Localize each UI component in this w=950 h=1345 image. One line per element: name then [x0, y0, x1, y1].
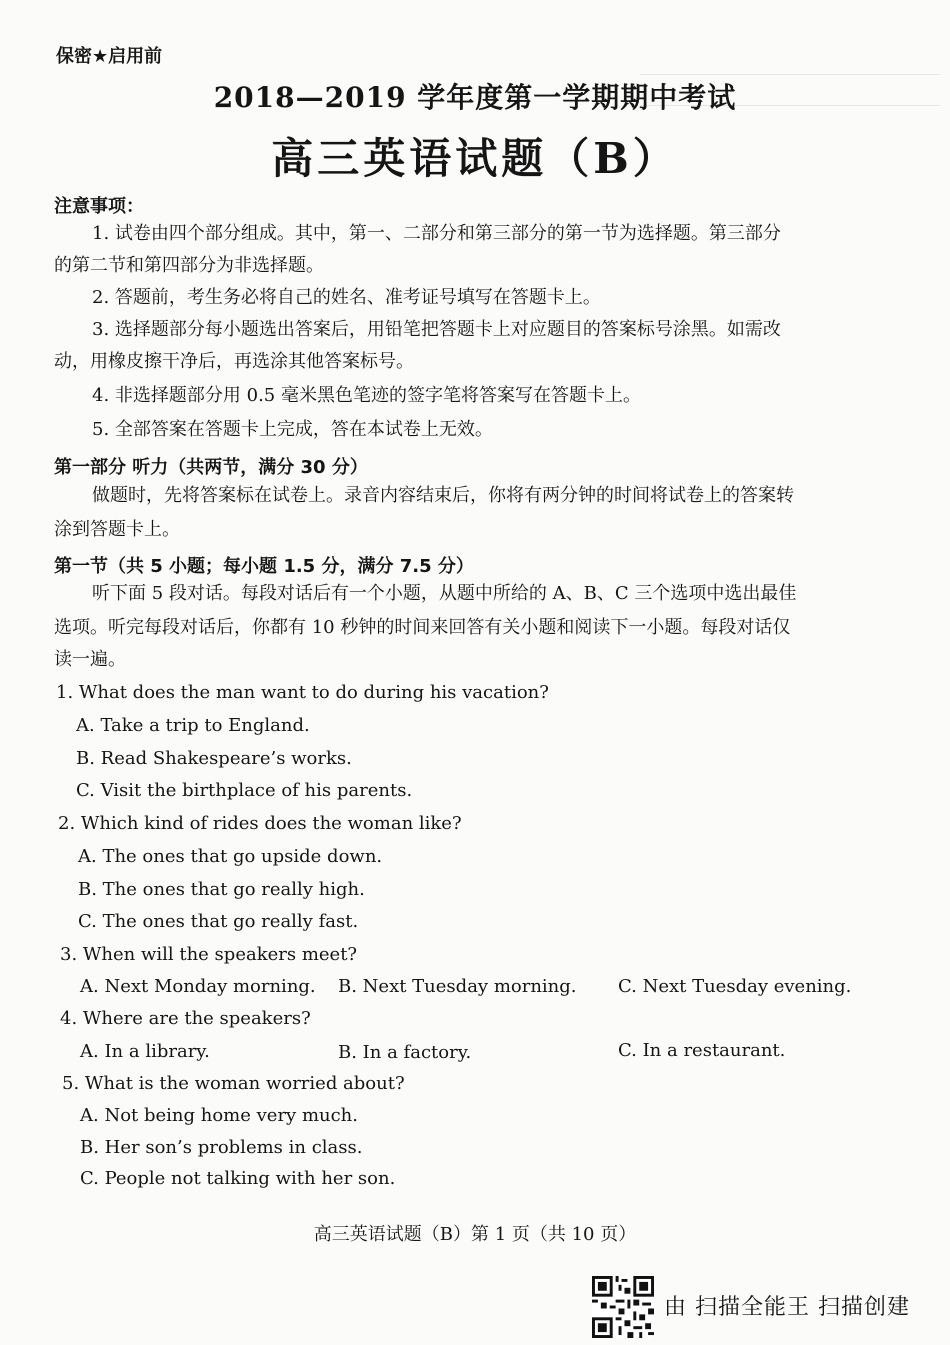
part1-intro-cont: 涂到答题卡上。 [54, 519, 180, 540]
paper-title: 高三英语试题（B） [271, 134, 679, 183]
section1-heading: 第一节（共 5 小题；每小题 1.5 分，满分 7.5 分） [54, 556, 474, 577]
question-3-stem: 3. When will the speakers meet? [60, 944, 358, 965]
question-1-option-c: C. Visit the birthplace of his parents. [76, 780, 413, 801]
question-2-option-b: B. The ones that go really high. [78, 879, 365, 900]
question-1-option-b: B. Read Shakespeare’s works. [76, 748, 352, 769]
notice-item-5: 5. 全部答案在答题卡上完成，答在本试卷上无效。 [92, 419, 493, 440]
confidential-label: 保密★启用前 [56, 46, 163, 67]
part1-intro: 做题时，先将答案标在试卷上。录音内容结束后，你将有两分钟的时间将试卷上的答案转 [92, 485, 794, 506]
part1-heading: 第一部分 听力（共两节，满分 30 分） [54, 457, 368, 478]
question-5-option-b: B. Her son’s problems in class. [80, 1137, 363, 1158]
question-4-option-b: B. In a factory. [338, 1042, 472, 1063]
section1-instructions-end: 读一遍。 [54, 649, 126, 670]
notice-item-3: 3. 选择题部分每小题选出答案后，用铅笔把答题卡上对应题目的答案标号涂黑。如需改 [92, 319, 781, 340]
section1-instructions: 听下面 5 段对话。每段对话后有一个小题，从题中所给的 A、B、C 三个选项中选出最佳 [92, 583, 797, 604]
question-5-option-c: C. People not talking with her son. [80, 1168, 396, 1189]
question-4-option-a: A. In a library. [80, 1041, 210, 1062]
question-3-option-a: A. Next Monday morning. [80, 976, 316, 997]
question-3-option-b: B. Next Tuesday morning. [338, 976, 577, 997]
qr-code-icon [592, 1276, 654, 1338]
section1-instructions-cont: 选项。听完每段对话后，你都有 10 秒钟的时间来回答有关小题和阅读下一小题。每段对话仅 [54, 617, 791, 638]
notice-item-3-cont: 动，用橡皮擦干净后，再选涂其他答案标号。 [54, 351, 414, 372]
question-1-stem: 1. What does the man want to do during his vacation? [56, 682, 549, 703]
notice-item-1: 1. 试卷由四个部分组成。其中，第一、二部分和第三部分的第一节为选择题。第三部分 [92, 223, 781, 244]
question-4-stem: 4. Where are the speakers? [60, 1008, 311, 1029]
page-footer: 高三英语试题（B）第 1 页（共 10 页） [313, 1224, 637, 1245]
question-2-option-a: A. The ones that go upside down. [78, 846, 383, 867]
question-2-stem: 2. Which kind of rides does the woman like? [58, 813, 462, 834]
question-5-option-a: A. Not being home very much. [80, 1105, 358, 1126]
notice-item-4: 4. 非选择题部分用 0.5 毫米黑色笔迹的签字笔将答案写在答题卡上。 [92, 385, 641, 406]
question-3-option-c: C. Next Tuesday evening. [618, 976, 852, 997]
notice-heading: 注意事项： [54, 196, 144, 217]
question-5-stem: 5. What is the woman worried about? [62, 1073, 405, 1094]
notice-item-2: 2. 答题前，考生务必将自己的姓名、准考证号填写在答题卡上。 [92, 287, 601, 308]
notice-item-1-cont: 的第二节和第四部分为非选择题。 [54, 255, 324, 276]
question-2-option-c: C. The ones that go really fast. [78, 911, 359, 932]
exam-title: 2018—2019 学年度第一学期期中考试 [213, 81, 737, 114]
scanner-watermark: 由 扫描全能王 扫描创建 [664, 1295, 910, 1320]
question-4-option-c: C. In a restaurant. [618, 1040, 786, 1061]
question-1-option-a: A. Take a trip to England. [76, 715, 310, 736]
